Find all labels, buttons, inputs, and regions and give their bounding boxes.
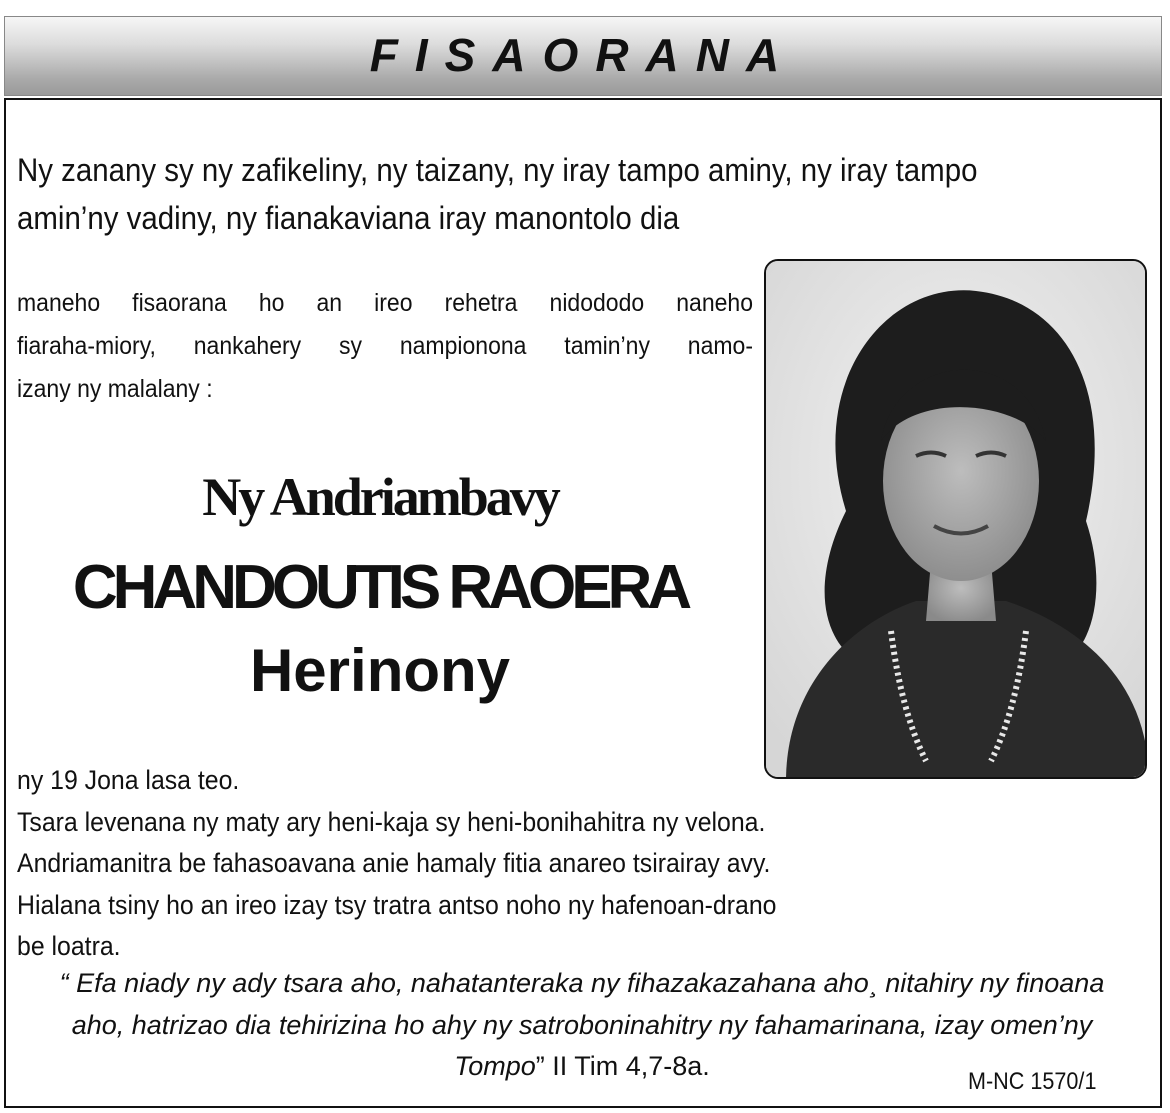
thanks-paragraph [17, 282, 753, 411]
intro-text [17, 146, 1066, 242]
page-title: FISAORANA [369, 29, 797, 81]
body-text [17, 760, 845, 968]
deceased-surname: CHANDOUTIS RAOERA [72, 553, 688, 622]
thanks-line-3: izany ny malalany : [17, 375, 213, 403]
body-line-2: Tsara levenana ny maty ary heni-kaja sy heni-bonihahitra ny velona. [17, 806, 766, 837]
intro-line-2: amin’ny vadiny, ny fianakaviana iray manontolo dia [17, 200, 680, 236]
body-line-4: Hialana tsiny ho an ireo izay tsy tratra antso noho ny hafenoan-drano [17, 889, 777, 920]
intro-line-1: Ny zanany sy ny zafikeliny, ny taizany, ny iray tampo aminy, ny iray tampo [17, 152, 978, 188]
thanks-line-2: fiaraha-miory, nankahery sy nampionona tamin’ny namo- [17, 332, 753, 360]
reference-code: M-NC 1570/1 [968, 1068, 1097, 1095]
deceased-honorific: Ny Andriambavy [202, 467, 558, 527]
quote-italic-word: Tompo [454, 1051, 536, 1081]
header-banner [4, 16, 1162, 96]
body-line-5: be loatra. [17, 931, 121, 961]
deceased-given-name: Herinony [249, 637, 511, 704]
body-line-1: ny 19 Jona lasa teo. [17, 765, 240, 795]
portrait-photo [764, 259, 1147, 779]
quote-citation: ” II Tim 4,7-8a. [535, 1051, 710, 1081]
quote-line-2: aho, hatrizao dia tehirizina ho ahy ny satroboninahitry ny fahamarinana, izay omen’ny [71, 1009, 1093, 1040]
thanks-line-1: maneho fisaorana ho an ireo rehetra nidododo naneho [17, 289, 753, 317]
body-line-3: Andriamanitra be fahasoavana anie hamaly fitia anareo tsirairay avy. [17, 848, 771, 878]
portrait-illustration [766, 261, 1147, 779]
quote-line-1: “ Efa niady ny ady tsara aho, nahatanteraka ny fihazakazahana aho¸ nitahiry ny finoana [59, 968, 1105, 998]
